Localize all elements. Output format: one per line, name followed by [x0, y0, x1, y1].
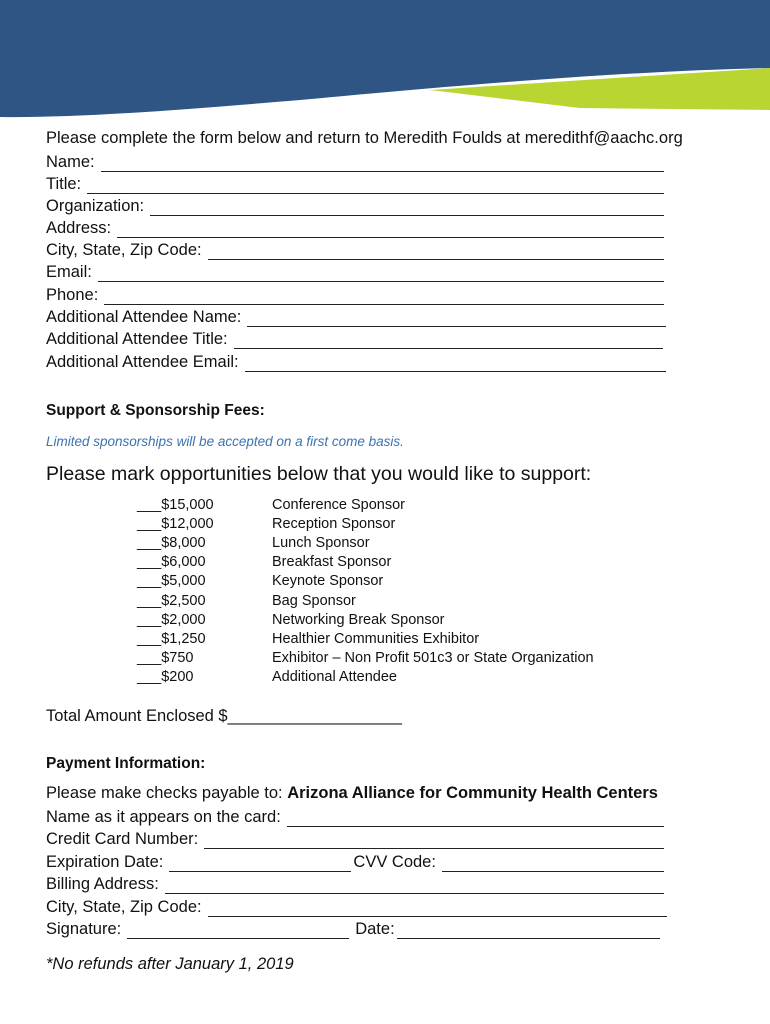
input-line[interactable]	[104, 290, 664, 305]
field-payment-city-state-zip[interactable]	[46, 895, 667, 917]
date-input-line[interactable]	[397, 924, 660, 939]
sponsorship-option[interactable]	[137, 591, 697, 610]
field-label: Additional Attendee Title:	[46, 330, 228, 348]
sponsorship-option[interactable]	[137, 649, 697, 668]
input-line[interactable]	[208, 902, 667, 917]
option-amount: ___$15,000	[137, 496, 214, 513]
sponsorship-option[interactable]	[137, 553, 697, 572]
option-description: Keynote Sponsor	[272, 573, 384, 590]
field-label: City, State, Zip Code:	[46, 898, 202, 916]
option-amount: ___$1,250	[137, 630, 206, 647]
total-amount-field[interactable]: Total Amount Enclosed $___________________	[46, 707, 402, 725]
input-line[interactable]	[247, 312, 666, 327]
option-amount: ___$5,000	[137, 573, 206, 590]
expiration-cvv-row	[46, 850, 664, 872]
header-banner	[0, 0, 770, 125]
sponsorship-option[interactable]	[137, 572, 697, 591]
option-amount: ___$200	[137, 669, 194, 686]
field-address[interactable]	[46, 216, 664, 238]
option-description: Conference Sponsor	[272, 496, 405, 513]
field-label: Name as it appears on the card:	[46, 808, 281, 826]
field-organization[interactable]	[46, 194, 664, 216]
payable-prefix: Please make checks payable to:	[46, 784, 288, 802]
sponsorship-option[interactable]	[137, 610, 697, 629]
field-city-state-zip[interactable]	[46, 238, 664, 260]
option-amount: ___$750	[137, 650, 194, 667]
field-label: City, State, Zip Code:	[46, 241, 202, 259]
field-additional-attendee-title[interactable]	[46, 327, 663, 349]
sponsorship-option[interactable]	[137, 629, 697, 648]
expiration-label: Expiration Date:	[46, 853, 164, 871]
option-description: Exhibitor – Non Profit 501c3 or State Organization	[272, 650, 594, 667]
field-email[interactable]	[46, 260, 664, 282]
input-line[interactable]	[117, 223, 664, 238]
sponsorship-option[interactable]	[137, 514, 697, 533]
sponsorship-option[interactable]	[137, 533, 697, 552]
field-label: Email:	[46, 263, 92, 281]
field-billing-address[interactable]	[46, 872, 664, 894]
field-phone[interactable]	[46, 283, 664, 305]
option-amount: ___$6,000	[137, 554, 206, 571]
signature-date-row	[46, 917, 660, 939]
field-label: Additional Attendee Email:	[46, 353, 239, 371]
sponsorship-options	[137, 495, 697, 687]
field-label: Address:	[46, 219, 112, 237]
sponsorship-note: Limited sponsorships will be accepted on a first come basis.	[46, 434, 404, 449]
field-label: Billing Address:	[46, 875, 159, 893]
sponsorship-option[interactable]	[137, 495, 697, 514]
option-description: Breakfast Sponsor	[272, 554, 392, 571]
payment-section-title: Payment Information:	[46, 755, 206, 772]
input-line[interactable]	[165, 879, 664, 894]
option-amount: ___$2,000	[137, 611, 206, 628]
field-additional-attendee-name[interactable]	[46, 305, 666, 327]
field-label: Additional Attendee Name:	[46, 308, 242, 326]
option-description: Networking Break Sponsor	[272, 611, 445, 628]
support-heading: Please mark opportunities below that you would like to support:	[46, 463, 592, 485]
signature-label: Signature:	[46, 920, 122, 938]
field-additional-attendee-email[interactable]	[46, 350, 666, 372]
option-amount: ___$12,000	[137, 515, 214, 532]
field-label: Credit Card Number:	[46, 830, 199, 848]
option-description: Lunch Sponsor	[272, 534, 370, 551]
sponsorship-option[interactable]	[137, 668, 697, 687]
input-line[interactable]	[87, 179, 664, 194]
option-description: Reception Sponsor	[272, 515, 396, 532]
input-line[interactable]	[287, 812, 664, 827]
field-label: Phone:	[46, 286, 99, 304]
intro-text: Please complete the form below and return to Meredith Foulds at meredithf@aachc.org	[46, 129, 683, 147]
date-label: Date:	[355, 920, 395, 938]
option-amount: ___$8,000	[137, 534, 206, 551]
input-line[interactable]	[204, 834, 664, 849]
input-line[interactable]	[234, 334, 663, 349]
expiration-input-line[interactable]	[169, 857, 351, 872]
signature-input-line[interactable]	[127, 924, 349, 939]
field-label: Name:	[46, 153, 95, 171]
cvv-input-line[interactable]	[442, 857, 664, 872]
field-label: Organization:	[46, 197, 145, 215]
field-name-on-card[interactable]	[46, 805, 664, 827]
option-description: Healthier Communities Exhibitor	[272, 630, 480, 647]
input-line[interactable]	[150, 201, 664, 216]
support-section-title: Support & Sponsorship Fees:	[46, 402, 265, 419]
option-description: Additional Attendee	[272, 669, 397, 686]
input-line[interactable]	[98, 267, 664, 282]
field-credit-card-number[interactable]	[46, 827, 664, 849]
option-amount: ___$2,500	[137, 592, 206, 609]
field-title[interactable]	[46, 172, 664, 194]
input-line[interactable]	[245, 357, 666, 372]
cvv-label: CVV Code:	[353, 853, 436, 871]
field-name[interactable]	[46, 150, 664, 172]
option-description: Bag Sponsor	[272, 592, 356, 609]
payable-to-text	[46, 784, 658, 803]
input-line[interactable]	[101, 157, 664, 172]
payable-organization: Arizona Alliance for Community Health Centers	[287, 784, 658, 802]
field-label: Title:	[46, 175, 82, 193]
input-line[interactable]	[208, 245, 664, 260]
refund-note: *No refunds after January 1, 2019	[46, 955, 294, 973]
